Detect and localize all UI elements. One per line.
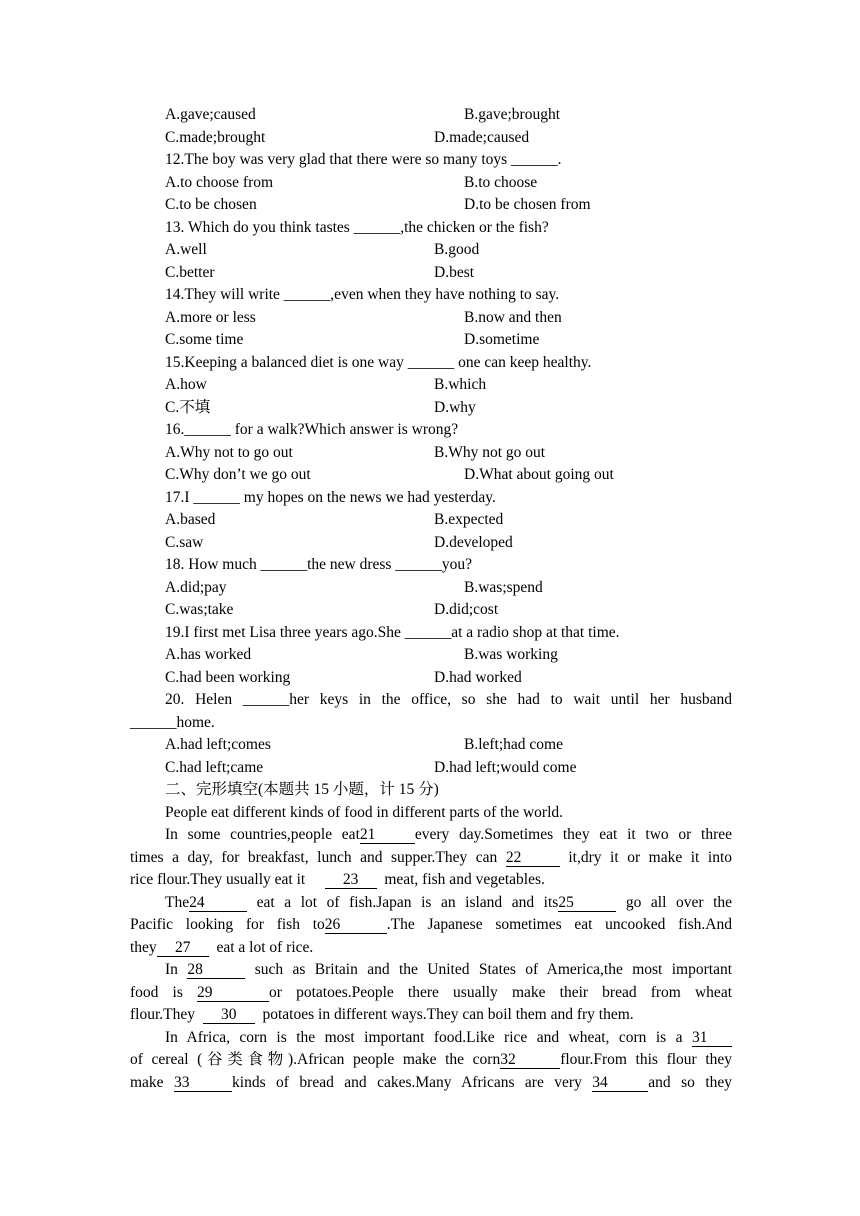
text-run: it,dry it or make it into [568, 848, 733, 866]
q18-option-d: D.did;cost [434, 601, 499, 618]
q17-option-a: A.based [165, 511, 216, 528]
text-run: every day.Sometimes they eat it two or three [414, 826, 732, 843]
text-run: meat, fish and vegetables. [384, 871, 545, 888]
q13-options-row-2 [130, 262, 732, 285]
section-title-cloze: 二、完形填空(本题共 15 小题，计 15 分) [165, 781, 439, 798]
text-run: Pacific looking for fish to [130, 916, 325, 933]
q19-option-c: C.had been working [165, 668, 291, 686]
q15-options-row-1 [130, 374, 732, 397]
q17-option-d: D.developed [434, 533, 513, 551]
q19-stem: 19.I first met Lisa three years ago.She ______at a radio shop at that time. [165, 623, 620, 641]
q12-stem: 12.The boy was very glad that there were so many toys ______. [165, 151, 562, 168]
passage-p4-line-1 [130, 959, 732, 982]
q15-option-a: A.how [165, 376, 207, 393]
text-run: kinds of bread and cakes.Many Africans are very [232, 1073, 582, 1091]
text-run: make [130, 1073, 164, 1091]
cloze-blank-27: 27 [157, 939, 209, 957]
text-run: such as Britain and the United States of America,the most important [254, 961, 733, 978]
q19-option-b: B.was working [464, 646, 558, 663]
q13-option-d: D.best [434, 263, 475, 281]
q13-options-row-1 [130, 239, 732, 262]
q14-option-b: B.now and then [464, 308, 562, 326]
passage-p5-line-2 [130, 1049, 732, 1072]
q16-option-d: D.What about going out [464, 466, 614, 483]
q20-options-row-2 [130, 757, 732, 780]
q18-stem: 18. How much ______the new dress ______you? [165, 556, 472, 573]
passage-p2-line-1 [130, 824, 732, 847]
q19-options-row-1 [130, 644, 732, 667]
cloze-blank-23: 23 [325, 871, 377, 889]
q11-option-a: A.gave;caused [165, 106, 256, 123]
q16-options-row-2 [130, 464, 732, 487]
cloze-blank-30: 30 [203, 1006, 255, 1024]
text-run: eat a lot of rice. [216, 938, 314, 956]
q11-option-c: C.made;brought [165, 128, 266, 146]
text-run: food is [130, 983, 183, 1001]
passage-p5-line-1 [130, 1027, 732, 1050]
q16-options-row-1 [130, 442, 732, 465]
q11-options-row-1 [130, 104, 732, 127]
passage-p3-line-2 [130, 914, 732, 937]
q14-options-row-1 [130, 307, 732, 330]
text-run: and so they [648, 1073, 733, 1091]
text-run: potatoes in different ways.They can boil them and fry them. [262, 1006, 634, 1023]
text-run: In [165, 961, 178, 978]
text-run: flour.They [130, 1006, 195, 1023]
cloze-blank-28: 28 [187, 961, 245, 979]
text-run: times a day, for breakfast, lunch and supper.They can [130, 848, 498, 866]
q12-options-row-2 [130, 194, 732, 217]
text-run: they [130, 938, 157, 956]
passage-p4-line-2 [130, 982, 732, 1005]
q15-option-b: B.which [434, 376, 487, 393]
text-run: flour.From this flour they [560, 1051, 732, 1068]
text-run: or potatoes.People there usually make their bread from wheat [269, 983, 733, 1001]
q15-stem: 15.Keeping a balanced diet is one way ______ one can keep healthy. [165, 353, 592, 371]
text-run: eat a lot of fish.Japan is an island and its [256, 893, 559, 911]
text-run: .The Japanese sometimes eat uncooked fish.And [386, 916, 732, 933]
q16-option-a: A.Why not to go out [165, 443, 293, 461]
cloze-blank-21: 21 [360, 826, 415, 844]
text-run: In Africa, corn is the most important food.Like rice and wheat, corn is a [165, 1028, 683, 1046]
q18-option-b: B.was;spend [464, 578, 543, 596]
passage-p3-line-1 [130, 892, 732, 915]
q12-option-b: B.to choose [464, 173, 538, 191]
q14-option-c: C.some time [165, 331, 244, 348]
text-run: In some countries,people eat [165, 826, 360, 843]
q15-option-c: C.不填 [165, 398, 211, 416]
passage-p2-line-2 [130, 847, 732, 870]
q17-stem: 17.I ______ my hopes on the news we had yesterday. [165, 488, 496, 506]
q14-stem: 14.They will write ______,even when they have nothing to say. [165, 286, 560, 303]
q20-option-a: A.had left;comes [165, 736, 271, 753]
q20-option-d: D.had left;would come [434, 758, 577, 776]
q16-stem: 16.______ for a walk?Which answer is wrong? [165, 421, 459, 438]
cloze-blank-22: 22 [506, 849, 560, 867]
cloze-blank-25: 25 [558, 894, 616, 912]
text-run: rice flour.They usually eat it [130, 871, 306, 888]
text-run: of cereal (谷类食物).African people make the corn [130, 1051, 501, 1068]
passage-p2-line-3 [130, 869, 732, 892]
text-run: The [165, 893, 190, 911]
q19-option-a: A.has worked [165, 646, 252, 663]
q18-options-row-2 [130, 599, 732, 622]
cloze-blank-32: 32 [500, 1051, 560, 1069]
q19-option-d: D.had worked [434, 668, 522, 686]
q20-options-row-1 [130, 734, 732, 757]
exam-page [130, 104, 732, 1094]
q15-options-row-2 [130, 397, 732, 420]
cloze-blank-34: 34 [592, 1074, 648, 1092]
text-run: go all over the [625, 893, 733, 911]
q12-option-d: D.to be chosen from [464, 196, 591, 213]
q13-stem: 13. Which do you think tastes ______,the chicken or the fish? [165, 218, 549, 236]
cloze-blank-24: 24 [189, 894, 247, 912]
q12-option-c: C.to be chosen [165, 196, 257, 213]
cloze-blank-29: 29 [197, 984, 269, 1002]
q17-option-c: C.saw [165, 533, 204, 551]
q13-option-b: B.good [434, 241, 480, 258]
q20-stem-line-2: ______home. [130, 713, 215, 731]
passage-p3-line-3 [130, 937, 732, 960]
q12-option-a: A.to choose from [165, 173, 274, 191]
q16-option-c: C.Why don’t we go out [165, 466, 311, 483]
q19-options-row-2 [130, 667, 732, 690]
q17-option-b: B.expected [434, 511, 504, 528]
q11-option-d: D.made;caused [434, 128, 530, 146]
q12-options-row-1 [130, 172, 732, 195]
q14-options-row-2 [130, 329, 732, 352]
q14-option-d: D.sometime [464, 331, 540, 348]
cloze-blank-31: 31 [692, 1029, 732, 1047]
q13-option-a: A.well [165, 241, 207, 258]
q16-option-b: B.Why not go out [434, 443, 546, 461]
q18-option-a: A.did;pay [165, 578, 227, 596]
q14-option-a: A.more or less [165, 308, 256, 326]
passage-p5-line-3 [130, 1072, 732, 1095]
q17-options-row-1 [130, 509, 732, 532]
q20-option-c: C.had left;came [165, 758, 264, 776]
q17-options-row-2 [130, 532, 732, 555]
q11-options-row-2 [130, 127, 732, 150]
cloze-blank-33: 33 [174, 1074, 232, 1092]
q18-option-c: C.was;take [165, 601, 234, 618]
passage-p1: People eat different kinds of food in different parts of the world. [165, 803, 564, 821]
q15-option-d: D.why [434, 398, 476, 416]
passage-p4-line-3 [130, 1004, 732, 1027]
q11-option-b: B.gave;brought [464, 106, 560, 123]
q13-option-c: C.better [165, 263, 215, 281]
q20-stem-line-1: 20. Helen ______her keys in the office, so she had to wait until her husband [165, 691, 732, 708]
q18-options-row-1 [130, 577, 732, 600]
cloze-blank-26: 26 [325, 916, 387, 934]
q20-option-b: B.left;had come [464, 736, 563, 753]
